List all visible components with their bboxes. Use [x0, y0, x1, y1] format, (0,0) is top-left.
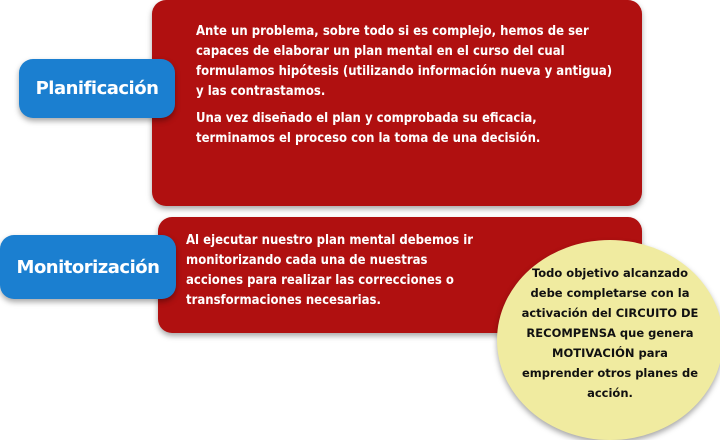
circuito-recompensa-highlight: CIRCUITO DE RECOMPENSA [526, 306, 699, 340]
planificacion-paragraph-1: Ante un problema, sobre todo si es complejo, hemos de ser capaces de elaborar un plan mental en el curso del cual formulamos hipótesis (utilizando información nueva y antigua) y las contrastamos. [196, 24, 613, 99]
motivacion-highlight: MOTIVACIÓN [552, 346, 635, 360]
recompensa-text [521, 263, 699, 403]
planificacion-paragraph-2: Una vez diseñado el plan y comprobada su eficacia, terminamos el proceso con la toma de una decisión. [196, 111, 541, 146]
planificacion-box [152, 0, 642, 206]
planificacion-label: Planificación [19, 59, 175, 118]
recompensa-circle [497, 240, 720, 440]
monitorizacion-label: Monitorización [0, 235, 176, 299]
recompensa-text-middle: que genera [615, 326, 694, 340]
recompensa-text-before: Todo objetivo alcanzado debe completarse con la activación del [521, 266, 690, 320]
monitorizacion-paragraph: Al ejecutar nuestro plan mental debemos ir monitorizando cada una de nuestras acciones para realizar las correcciones o transformaciones necesarias. [186, 233, 474, 308]
recompensa-text-after: para emprender otros planes de acción. [522, 346, 698, 400]
